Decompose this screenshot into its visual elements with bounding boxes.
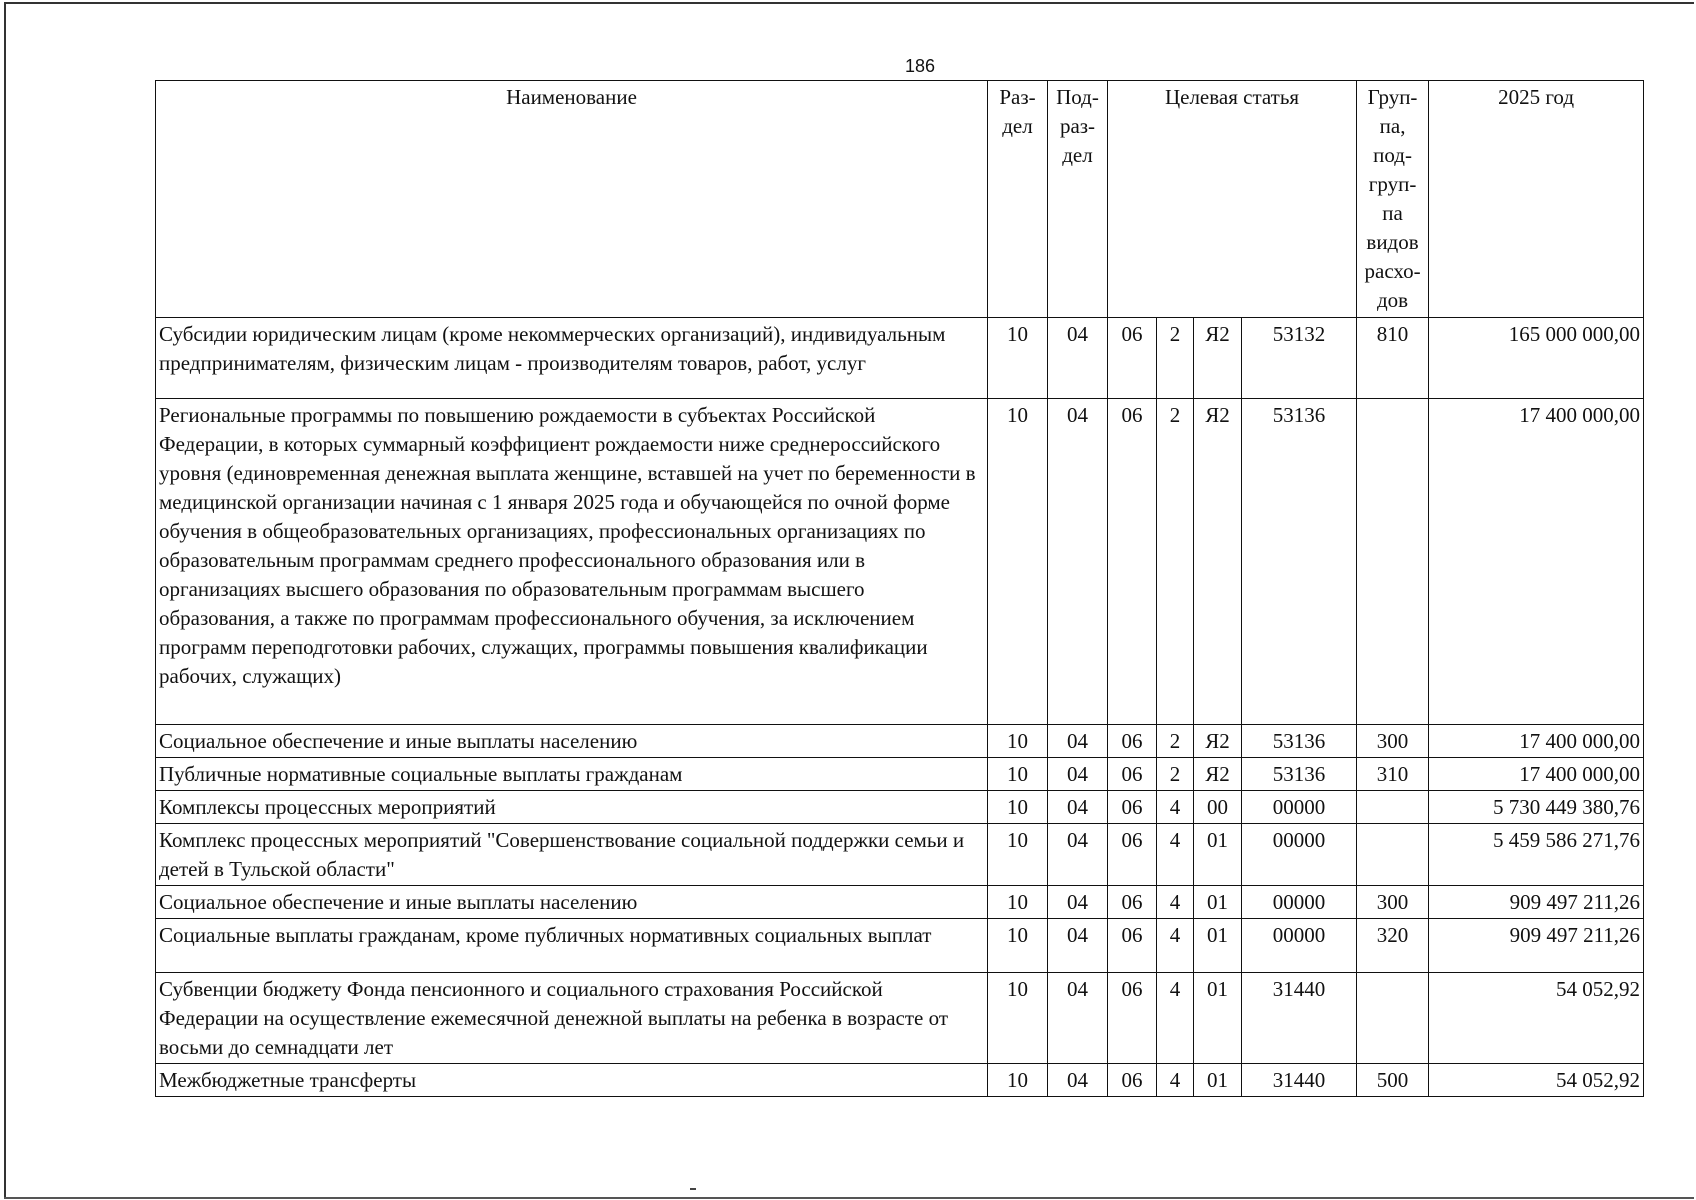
row-target-element: Я2 (1194, 399, 1242, 725)
row-target-program: 06 (1108, 919, 1157, 973)
row-target-direction: 00000 (1242, 886, 1357, 919)
row-expense-group: 300 (1357, 725, 1429, 758)
row-target-element: Я2 (1194, 318, 1242, 399)
table-row (156, 1064, 1644, 1097)
row-name: Социальные выплаты гражданам, кроме публичных нормативных социальных выплат (156, 919, 988, 973)
header-expense-group-label: Груп- па, под- груп- па видов расхо- дов (1364, 85, 1421, 312)
row-name: Региональные программы по повышению рождаемости в субъектах Российской Федерации, в которых суммарный коэффициент рождаемости ниже среднероссийского уровня (единовременная денежная выплата женщине, вставшей на учет по беременности в медицинской организации начиная с 1 января 2025 года и обучающейся по очной форме обучения в общеобразовательных организациях, профессиональных организациях по образовательным программам среднего профессионального образования или в организациях высшего образования по образовательным программам высшего образования, а также по программам профессионального обучения, за исключением программ переподготовки рабочих, служащих, программы повышения квалификации рабочих, служащих) (156, 399, 988, 725)
row-target-program: 06 (1108, 791, 1157, 824)
row-section: 10 (988, 791, 1048, 824)
row-target-element: 01 (1194, 886, 1242, 919)
page-number: 186 (904, 56, 936, 76)
row-section: 10 (988, 399, 1048, 725)
row-target-element: 00 (1194, 791, 1242, 824)
table-row (156, 886, 1644, 919)
row-expense-group: 320 (1357, 919, 1429, 973)
row-subsection: 04 (1048, 725, 1108, 758)
header-name: Наименование (156, 81, 988, 318)
row-section: 10 (988, 973, 1048, 1064)
row-target-direction: 00000 (1242, 824, 1357, 886)
row-name: Комплексы процессных мероприятий (156, 791, 988, 824)
row-target-type: 2 (1157, 725, 1194, 758)
row-target-type: 4 (1157, 1064, 1194, 1097)
row-target-type: 4 (1157, 973, 1194, 1064)
row-target-element: 01 (1194, 1064, 1242, 1097)
table-row (156, 318, 1644, 399)
row-subsection: 04 (1048, 919, 1108, 973)
row-name: Публичные нормативные социальные выплаты гражданам (156, 758, 988, 791)
row-expense-group (1357, 791, 1429, 824)
row-target-program: 06 (1108, 973, 1157, 1064)
row-target-direction: 53136 (1242, 399, 1357, 725)
header-expense-group (1357, 81, 1429, 318)
row-section: 10 (988, 318, 1048, 399)
page-border-top (4, 2, 1694, 4)
row-target-direction: 53136 (1242, 758, 1357, 791)
row-target-direction: 31440 (1242, 973, 1357, 1064)
row-target-program: 06 (1108, 725, 1157, 758)
row-subsection: 04 (1048, 758, 1108, 791)
row-subsection: 04 (1048, 973, 1108, 1064)
row-target-element: Я2 (1194, 758, 1242, 791)
row-name: Комплекс процессных мероприятий "Совершенствование социальной поддержки семьи и детей в Тульской области" (156, 824, 988, 886)
row-expense-group (1357, 399, 1429, 725)
row-target-type: 4 (1157, 919, 1194, 973)
row-expense-group (1357, 973, 1429, 1064)
table-row (156, 399, 1644, 725)
row-name: Субсидии юридическим лицам (кроме некоммерческих организаций), индивидуальным предпринимателям, физическим лицам - производителям товаров, работ, услуг (156, 318, 988, 399)
row-target-type: 4 (1157, 791, 1194, 824)
row-expense-group: 810 (1357, 318, 1429, 399)
table-row (156, 824, 1644, 886)
row-section: 10 (988, 886, 1048, 919)
row-target-direction: 53132 (1242, 318, 1357, 399)
row-target-direction: 53136 (1242, 725, 1357, 758)
row-target-type: 2 (1157, 318, 1194, 399)
row-subsection: 04 (1048, 791, 1108, 824)
row-name: Межбюджетные трансферты (156, 1064, 988, 1097)
table-body (156, 318, 1644, 1097)
row-expense-group: 310 (1357, 758, 1429, 791)
row-amount: 54 052,92 (1429, 1064, 1644, 1097)
page-border-left (4, 2, 6, 1197)
row-target-element: 01 (1194, 824, 1242, 886)
header-section-label: Раз- дел (999, 85, 1036, 138)
row-target-type: 2 (1157, 758, 1194, 791)
table-row (156, 791, 1644, 824)
row-amount: 17 400 000,00 (1429, 399, 1644, 725)
row-amount: 17 400 000,00 (1429, 758, 1644, 791)
header-target-article: Целевая статья (1108, 81, 1357, 318)
row-target-type: 4 (1157, 824, 1194, 886)
row-section: 10 (988, 1064, 1048, 1097)
row-target-element: 01 (1194, 973, 1242, 1064)
header-subsection-label: Под- раз- дел (1056, 85, 1099, 167)
row-amount: 909 497 211,26 (1429, 919, 1644, 973)
row-section: 10 (988, 919, 1048, 973)
table-header-row (156, 81, 1644, 318)
row-target-program: 06 (1108, 399, 1157, 725)
table-row (156, 725, 1644, 758)
row-target-direction: 00000 (1242, 919, 1357, 973)
table-row (156, 758, 1644, 791)
row-target-type: 2 (1157, 399, 1194, 725)
row-name: Субвенции бюджету Фонда пенсионного и социального страхования Российской Федерации на осуществление ежемесячной денежной выплаты на ребенка в возрасте от восьми до семнадцати лет (156, 973, 988, 1064)
row-amount: 165 000 000,00 (1429, 318, 1644, 399)
row-target-program: 06 (1108, 1064, 1157, 1097)
row-amount: 5 730 449 380,76 (1429, 791, 1644, 824)
row-expense-group: 500 (1357, 1064, 1429, 1097)
row-subsection: 04 (1048, 1064, 1108, 1097)
scan-mark (690, 1188, 696, 1190)
header-year: 2025 год (1429, 81, 1644, 318)
row-amount: 17 400 000,00 (1429, 725, 1644, 758)
table-row (156, 919, 1644, 973)
header-section (988, 81, 1048, 318)
row-subsection: 04 (1048, 886, 1108, 919)
row-target-type: 4 (1157, 886, 1194, 919)
row-target-program: 06 (1108, 886, 1157, 919)
row-target-direction: 00000 (1242, 791, 1357, 824)
row-expense-group (1357, 824, 1429, 886)
row-amount: 909 497 211,26 (1429, 886, 1644, 919)
table-row (156, 973, 1644, 1064)
row-target-program: 06 (1108, 758, 1157, 791)
row-section: 10 (988, 758, 1048, 791)
row-expense-group: 300 (1357, 886, 1429, 919)
row-name: Социальное обеспечение и иные выплаты населению (156, 725, 988, 758)
row-target-element: Я2 (1194, 725, 1242, 758)
page-border-bottom (4, 1197, 1694, 1199)
row-subsection: 04 (1048, 824, 1108, 886)
row-amount: 54 052,92 (1429, 973, 1644, 1064)
row-section: 10 (988, 824, 1048, 886)
row-subsection: 04 (1048, 399, 1108, 725)
row-target-direction: 31440 (1242, 1064, 1357, 1097)
row-amount: 5 459 586 271,76 (1429, 824, 1644, 886)
row-section: 10 (988, 725, 1048, 758)
row-target-program: 06 (1108, 318, 1157, 399)
budget-table (155, 80, 1644, 1097)
row-target-element: 01 (1194, 919, 1242, 973)
row-subsection: 04 (1048, 318, 1108, 399)
header-subsection (1048, 81, 1108, 318)
row-name: Социальное обеспечение и иные выплаты населению (156, 886, 988, 919)
row-target-program: 06 (1108, 824, 1157, 886)
